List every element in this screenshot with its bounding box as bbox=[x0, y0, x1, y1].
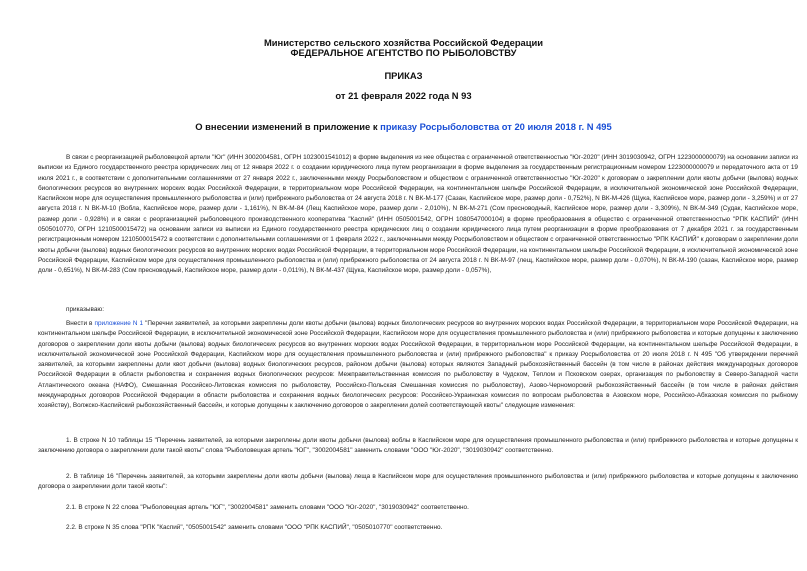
item-1-text: 1. В строке N 10 таблицы 15 "Перечень заявителей, за которыми закреплены доли квоты добычи (вылова) воблы в Каспийском море для осуществления промышленного рыболовства и (или) прибрежного рыболовства и которые допущены к заключению договора о закреплении доли такой квоты" слова "Рыболовецкая артель "ЮГ", "3002004581" заменить словами "ООО "Юг-2020", "3019030942" соответственно. bbox=[38, 437, 798, 455]
order-word: приказываю: bbox=[66, 306, 104, 313]
item-2-paragraph bbox=[38, 472, 798, 493]
item-2-2-text: 2.2. В строке N 35 слова "РПК "Каспий", "0505001542" заменить словами "ООО "РПК КАСПИЙ", "0505010770" соответственно. bbox=[66, 524, 443, 531]
preamble-text: В связи с реорганизацией рыболовецкой артели "Юг" (ИНН 3002004581, ОГРН 1023001541012) в форме выделения из нее общества с ограниченной ответственностью "Юг-2020" (ИНН 3019030942, ОГРН 1223000000079) на основании записи из выписки из Единого государственного реестра юридических лиц от 12 января 2022 г. о создании юридического лица путем реорганизации в форме выделения за государственным регистрационным номером 1223000000079 и передаточного акта от 19 июля 2021 г., в соответствии с дополнительными соглашениями от 27 января 2022 г., заключенными между Росрыболовством и обществом с ограниченной ответственностью "Юг-2020" к договорам о закреплении доли квоты добычи (вылова) водных биологических ресурсов во внутренних морских водах Российской Федерации, в территориальном море Российской Федерации, на континентальном шельфе Российской Федерации, в исключительной экономической зоне Российской Федерации, Каспийском море для осуществления промышленного рыболовства и (или) прибрежного рыболовства от 24 августа 2018 г. N ВК-М-177 (Сазан, Каспийское море, размер доли - 0,752%), N ВК-М-426 (Щука, Каспийское море, размер доли - 3,259%) и от 27 августа 2018 г. N ВК-М-10 (Вобла, Каспийское море, размер доли - 1,161%), N ВК-М-84 (Лещ Каспийское море, размер доли - 2,010%), N ВК-М-271 (Сом пресноводный, Каспийское море, размер доли - 3,309%), N ВК-М-349 (Судак, Каспийское море, размер доли - 0,928%) и в связи с реорганизацией рыболовецкого производственного кооператива "Каспий" (ИНН 0505001542, ОГРН 1080547000104) в форме преобразования в общество с ограниченной ответственностью "РПК КАСПИЙ" (ИНН 0505010770, ОГРН 1210500015472) на основании записи из выписки из Единого государственного реестра юридических лиц о создании юридического лица путем реорганизации в форме преобразования от 7 декабря 2021 г. за государственным регистрационным номером 1210500015472 в соответствии с дополнительными соглашениями от 1 февраля 2022 г., заключенными между Росрыболовством и обществом с ограниченной ответственностью "РПК КАСПИЙ" к договорам о закреплении доли квоты добычи (вылова) водных биологических ресурсов во внутренних морских водах Российской Федерации, в территориальном море Российской Федерации, на континентальном шельфе Российской Федерации, в исключительной экономической зоне Российской Федерации, Каспийском море для осуществления промышленного рыболовства и (или) прибрежного рыболовства от 24 августа 2018 г. N ВК-М-97 (лещ, Каспийское море, размер доли - 0,070%), N ВК-М-190 (сазан, Каспийское море, размер доли - 0,651%), N ВК-М-283 (Сом пресноводный, Каспийское море, размер доли - 0,011%), N ВК-М-437 (Щука, Каспийское море, размер доли - 0,057%), bbox=[38, 154, 798, 275]
item-2-text: 2. В таблице 16 "Перечень заявителей, за которыми закреплены доли квоты добычи (вылова) леща в Каспийском море для осуществления промышленного рыболовства и (или) прибрежного рыболовства и которые допущены к заключению договора о закреплении доли такой квоты": bbox=[38, 473, 798, 491]
item-1-paragraph bbox=[38, 436, 798, 457]
preamble-paragraph bbox=[38, 153, 798, 277]
document-type: ПРИКАЗ bbox=[384, 70, 423, 81]
appendix-1-link[interactable]: приложение N 1 bbox=[94, 320, 144, 327]
item-2-2-paragraph bbox=[38, 523, 798, 533]
intro-text bbox=[38, 319, 798, 412]
item-2-1-text: 2.1. В строке N 22 слова "Рыболовецкая артель "ЮГ", "3002004581" заменить словами "ООО "Юг-2020", "3019030942" соответственно. bbox=[66, 504, 469, 511]
order-word-paragraph bbox=[38, 305, 798, 315]
agency-name: ФЕДЕРАЛЬНОЕ АГЕНТСТВО ПО РЫБОЛОВСТВУ bbox=[290, 47, 517, 58]
document-date-number: от 21 февраля 2022 года N 93 bbox=[335, 90, 472, 101]
ministry-name: Министерство сельского хозяйства Российской Федерации bbox=[263, 37, 544, 48]
intro-after-link: "Перечни заявителей, за которыми закреплены доли квоты добычи (вылова) водных биологических ресурсов во внутренних морских водах Российской Федерации, в территориальном море Российской Федерации, на континентальном шельфе Российской Федерации, в исключительной экономической зоне Российской Федерации, Каспийском море для осуществления промышленного рыболовства и (или) прибрежного рыболовства и которые допущены к заключению договоров о закреплении доли квоты добычи (вылова) водных биологических ресурсов во внутренних морских водах Российской Федерации, в территориальном море Российской Федерации, на континентальном шельфе Российской Федерации, в исключительной экономической зоне Российской Федерации, Каспийском море для осуществления промышленного рыболовства и (или) прибрежного рыболовства" к приказу Росрыболовства от 20 июля 2018 г. N 495 "Об утверждении перечней заявителей, за которыми закреплены доли квот добычи (вылова) водных биологических ресурсов, районом добычи (вылова) которых являются Западный рыбохозяйственный бассейн (в том числе в районах действия международных договоров Российской Федерации в области рыболовства и сохранения водных биологических ресурсов: Межправительственная комиссия по рыболовству в Чудском, Теплом и Псковском озерах, организация по рыболовству в Северо-Западной части Атлантического океана (НАФО), Смешанная Российско-Литовская комиссия по рыболовству, Российско-Польская Смешанная комиссия по рыболовству), Азово-Черноморский рыбохозяйственный бассейн (в том числе в районах действия международных договоров Российской Федерации в области рыболовства и сохранения водных биологических ресурсов: Российско-Украинская комиссия по вопросам рыболовства в Азовском море, Российско-Абхазская комиссия по рыбному хозяйству), Волжско-Каспийский рыбохозяйственный бассейн, и которые допущены к заключению договоров о закреплении долей соответствующей квоты" следующие изменения: bbox=[38, 320, 798, 410]
order-495-link[interactable]: приказу Росрыболовства от 20 июля 2018 г. N 495 bbox=[380, 121, 612, 132]
title-prefix: О внесении изменений в приложение к bbox=[195, 121, 381, 132]
document-title bbox=[0, 121, 807, 132]
intro-before-link: Внести в bbox=[66, 320, 95, 327]
item-2-1-paragraph bbox=[38, 503, 798, 513]
intro-paragraph bbox=[38, 319, 798, 412]
